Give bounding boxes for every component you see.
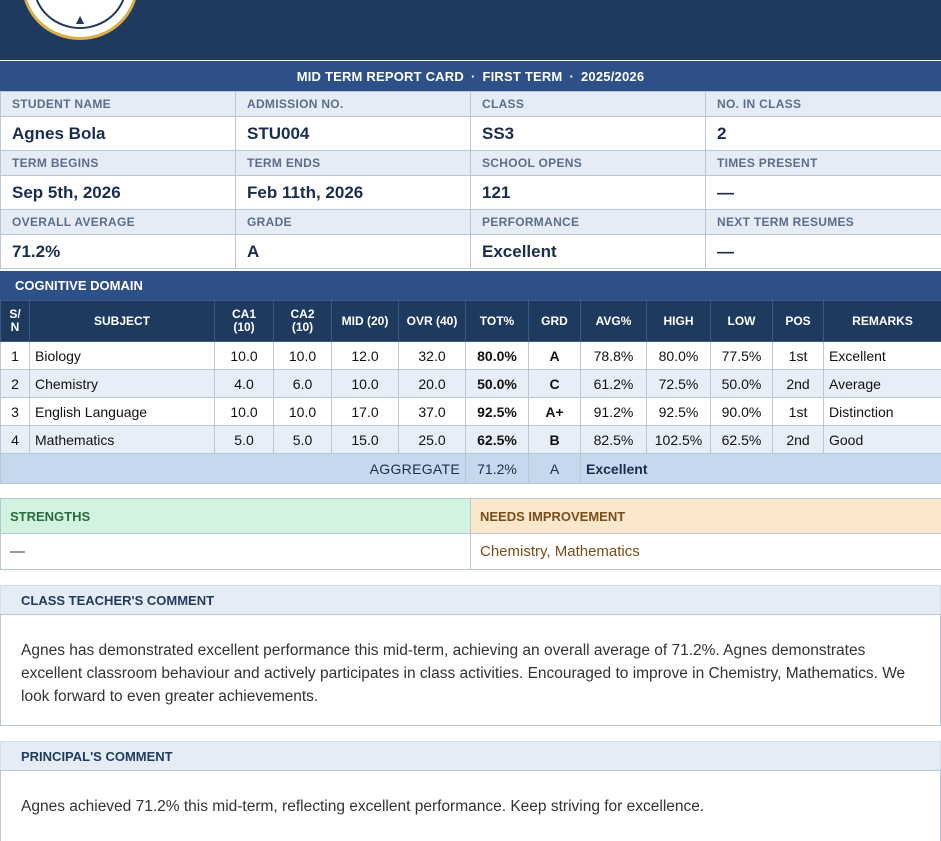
title-separator: · [470,68,476,84]
aggregate-remarks: Excellent [581,454,941,484]
cell-ca1: 5.0 [215,426,274,454]
performance-value: Excellent [471,235,706,269]
aggregate-label: AGGREGATE [1,454,466,484]
col-header-ca1-line1: CA1 [231,307,256,321]
cell-ca1: 4.0 [215,370,274,398]
cell-ca2: 6.0 [274,370,332,398]
class-label: CLASS [471,92,706,117]
class-teacher-comment-heading: CLASS TEACHER'S COMMENT [0,585,941,615]
col-header-low: LOW [711,301,773,342]
cell-mid: 15.0 [332,426,399,454]
cell-mid: 10.0 [332,370,399,398]
table-row [1,398,941,426]
report-session: 2025/2026 [581,68,645,84]
student-name-value: Agnes Bola [1,117,236,151]
title-separator: · [569,68,574,84]
needs-improvement-heading: NEEDS IMPROVEMENT [471,499,941,534]
cell-sn: 3 [1,398,30,426]
cell-sn: 2 [1,370,30,398]
report-title: MID TERM REPORT CARD [296,68,464,84]
table-header-row [1,301,941,342]
cell-grd: B [529,426,581,454]
col-header-grd: GRD [529,301,581,342]
term-ends-label: TERM ENDS [236,151,471,176]
strengths-heading: STRENGTHS [1,499,471,534]
cell-pos: 2nd [773,426,824,454]
aggregate-tot: 71.2% [466,454,529,484]
table-row [1,370,941,398]
times-present-value: — [706,176,941,210]
table-row [1,342,941,370]
col-header-ca1 [215,301,274,342]
cell-high: 102.5% [647,426,711,454]
cell-tot: 50.0% [466,370,529,398]
cell-ovr: 20.0 [399,370,466,398]
class-teacher-comment-text: Agnes has demonstrated excellent performance this mid-term, achieving an overall average of 71.2%. Agnes demonstrates excellent classroom behaviour and actively participates in class activities. Encouraged to improve in Chemistry, Mathematics. We look forward to even greater achievements. [0,614,941,726]
overall-average-label: OVERALL AVERAGE [1,210,236,235]
needs-improvement-value: Chemistry, Mathematics [471,534,941,570]
cell-ca2: 10.0 [274,342,332,370]
cell-tot: 62.5% [466,426,529,454]
cell-tot: 80.0% [466,342,529,370]
cell-remarks: Excellent [824,342,941,370]
cell-mid: 12.0 [332,342,399,370]
cell-avg: 82.5% [581,426,647,454]
cell-remarks: Average [824,370,941,398]
cell-subject: Chemistry [30,370,215,398]
cell-ca2: 10.0 [274,398,332,426]
cell-pos: 1st [773,342,824,370]
cell-grd: A+ [529,398,581,426]
admission-no-label: ADMISSION NO. [236,92,471,117]
class-value: SS3 [471,117,706,151]
student-info-grid [0,91,941,269]
col-header-ca1-line2: (10) [233,320,255,334]
cell-avg: 61.2% [581,370,647,398]
cell-sn: 4 [1,426,30,454]
cell-grd: A [529,342,581,370]
cell-subject: English Language [30,398,215,426]
cell-ovr: 25.0 [399,426,466,454]
cell-subject: Biology [30,342,215,370]
principal-comment-heading: PRINCIPAL'S COMMENT [0,741,941,771]
grade-value: A [236,235,471,269]
cell-avg: 78.8% [581,342,647,370]
crest-glyph-icon: ▲ [73,11,87,27]
strengths-improvement-table [0,498,941,570]
table-row [1,426,941,454]
cell-high: 72.5% [647,370,711,398]
col-header-pos: POS [773,301,824,342]
school-opens-value: 121 [471,176,706,210]
next-term-resumes-label: NEXT TERM RESUMES [706,210,941,235]
cell-remarks: Good [824,426,941,454]
cell-ca2: 5.0 [274,426,332,454]
col-header-sn-line2: N [10,320,20,334]
strengths-value: — [1,534,471,570]
cell-subject: Mathematics [30,426,215,454]
cell-low: 62.5% [711,426,773,454]
times-present-label: TIMES PRESENT [706,151,941,176]
term-begins-label: TERM BEGINS [1,151,236,176]
cell-high: 92.5% [647,398,711,426]
school-opens-label: SCHOOL OPENS [471,151,706,176]
student-name-label: STUDENT NAME [1,92,236,117]
cell-low: 77.5% [711,342,773,370]
cell-low: 90.0% [711,398,773,426]
cell-low: 50.0% [711,370,773,398]
col-header-ca2 [274,301,332,342]
cell-ca1: 10.0 [215,398,274,426]
school-header-banner [0,0,941,60]
cell-ca1: 10.0 [215,342,274,370]
col-header-sn-line1: S/ [9,307,21,321]
col-header-high: HIGH [647,301,711,342]
principal-comment-text: Agnes achieved 71.2% this mid-term, reflecting excellent performance. Keep striving for excellence. [0,770,941,841]
cell-avg: 91.2% [581,398,647,426]
report-title-bar [0,61,941,91]
report-term: FIRST TERM [482,68,563,84]
aggregate-row [1,454,941,484]
cell-pos: 2nd [773,370,824,398]
col-header-avg: AVG% [581,301,647,342]
performance-label: PERFORMANCE [471,210,706,235]
next-term-resumes-value: — [706,235,941,269]
col-header-mid: MID (20) [332,301,399,342]
col-header-sn [1,301,30,342]
col-header-ca2-line1: CA2 [290,307,315,321]
aggregate-grade: A [529,454,581,484]
cell-ovr: 32.0 [399,342,466,370]
cell-sn: 1 [1,342,30,370]
cognitive-domain-heading: COGNITIVE DOMAIN [0,271,941,300]
col-header-tot: TOT% [466,301,529,342]
cell-grd: C [529,370,581,398]
col-header-remarks: REMARKS [824,301,941,342]
cell-mid: 17.0 [332,398,399,426]
school-crest-logo [22,0,138,40]
cell-pos: 1st [773,398,824,426]
no-in-class-label: NO. IN CLASS [706,92,941,117]
col-header-ovr: OVR (40) [399,301,466,342]
grade-label: GRADE [236,210,471,235]
cell-ovr: 37.0 [399,398,466,426]
term-begins-value: Sep 5th, 2026 [1,176,236,210]
cell-tot: 92.5% [466,398,529,426]
col-header-ca2-line2: (10) [291,320,314,334]
term-ends-value: Feb 11th, 2026 [236,176,471,210]
no-in-class-value: 2 [706,117,941,151]
overall-average-value: 71.2% [1,235,236,269]
admission-no-value: STU004 [236,117,471,151]
col-header-subject: SUBJECT [30,301,215,342]
cell-high: 80.0% [647,342,711,370]
subject-scores-table [0,300,941,484]
cell-remarks: Distinction [824,398,941,426]
